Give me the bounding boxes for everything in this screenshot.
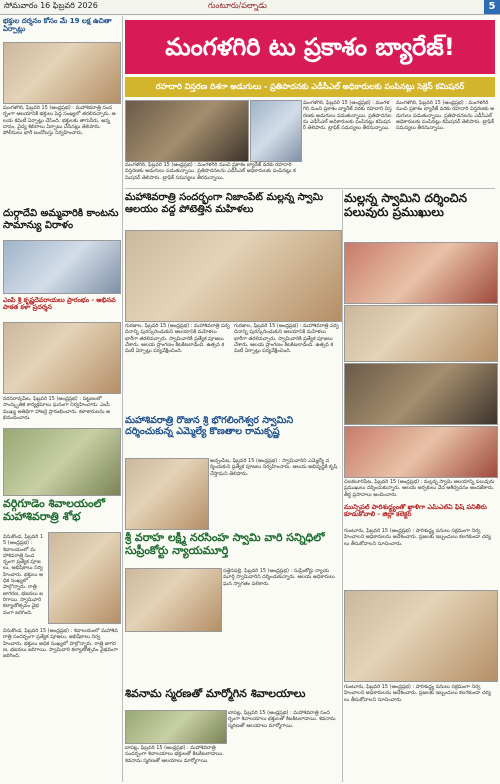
article-4-body-continued: వినుకొండ, ఫిబ్రవరి 15 (ఆంధ్రప్రభ) : శివాలయంలో మహాశివరాత్రి సందర్భంగా ప్రత్యేక పూజలు, అభిషేకాలు నిర్వహించారు. భక్తులు అధిక సంఖ్యలో పాల్గొన్నారు. రాత్రి జాగరణ, భజనలు జరిగాయి. స్వామివారి కల్యాణోత్సవం వైభవంగా జరిగింది. (3, 628, 119, 660)
article-6-photo-1 (344, 242, 498, 304)
article-11-body: గుంటూరు, ఫిబ్రవరి 15 (ఆంధ్రప్రభ) : పారిశుద్ధ్య పనులు సక్రమంగా నిర్వహించాలని అధికారులను ఆదేశించారు. ప్రజలకు ఇబ్బందులు కలగకుండా చర్యలు తీసుకోవాలని సూచించారు. (344, 528, 491, 547)
article-4-photo (48, 532, 121, 624)
article-8-headline: శ్రీ వరాహ లక్ష్మీ నరసింహ స్వామి వారి సన్నిధిలో సుప్రీంకోర్టు న్యాయమూర్తి (125, 532, 325, 557)
article-8-photo (125, 568, 222, 632)
article-7-photo (125, 458, 209, 530)
article-11-headline: మున్సిపల్ పారిశుద్ధ్యంతో ఖాళిగా ఎమ్ఎల్ఏ ఫిష్ పనితీరు కూడుకోవాలి - జిల్లా కలెక్టర్ (344, 504, 487, 519)
left-column (3, 17, 120, 39)
article-6-photo-2 (344, 305, 498, 362)
article-6-photo-4 (344, 426, 498, 478)
article-11-body-continued: గుంటూరు, ఫిబ్రవరి 15 (ఆంధ్రప్రభ) : పారిశుద్ధ్య పనులు సక్రమంగా నిర్వహించాలని అధికారులను ఆదేశించారు. ప్రజలకు ఇబ్బందులు కలగకుండా చర్యలు తీసుకోవాలని సూచించారు. (344, 684, 491, 703)
article-5-photo (125, 230, 342, 322)
article-4-body: వినుకొండ, ఫిబ్రవరి 15 (ఆంధ్రప్రభ) : శివాలయంలో మహాశివరాత్రి సందర్భంగా ప్రత్యేక పూజలు, అభిషేకాలు నిర్వహించారు. భక్తులు అధిక సంఖ్యలో పాల్గొన్నారు. రాత్రి జాగరణ, భజనలు జరిగాయి. స్వామివారి కల్యాణోత్సవం వైభవంగా జరిగింది. (3, 534, 43, 616)
article-5-headline: మహాశివరాత్రి సందర్భంగా నిజాంపేట్ మల్లన్న స్వామి ఆలయం వద్ద పోటెత్తిన మహిళలు (125, 192, 324, 215)
lead-story-photo (125, 100, 249, 162)
lead-story-body-col-2: మంగళగిరి, ఫిబ్రవరి 15 (ఆంధ్రప్రభ) : మంగళగిరి నుంచి ప్రకాశం బ్యారేజ్ వరకు రహదారి విస్తరణకు అడుగులు పడుతున్నాయి. ప్రతిపాదనలను ఎడీసీఎల్ అధికారులకు పంపినట్లు కమిషనర్ తెలిపారు. ట్రాఫిక్ సమస్యలు తీరనున్నాయి. (396, 100, 495, 132)
article-2-headline: దుర్గాదేవి అమ్మవారికి కాంటను సామాన్యు విరాళం (3, 208, 119, 231)
article-9-photo (125, 710, 227, 744)
article-8-body: సత్తెనపల్లి, ఫిబ్రవరి 15 (ఆంధ్రప్రభ) : సుప్రీంకోర్టు న్యాయమూర్తి స్వామివారిని దర్శించుకున్నారు. ఆలయ అధికారులు ఘన స్వాగతం పలికారు. (223, 568, 335, 587)
article-3-headline: ఎంపీ శ్రీ కృష్ణదేవరాయలు ప్రారంభం - అభినవ పాకత కళా ప్రదర్శన (3, 297, 116, 312)
page-number: 5 (484, 0, 500, 14)
article-5-body: గురజాల, ఫిబ్రవరి 15 (ఆంధ్రప్రభ) : మహాశివరాత్రి పర్వదినాన్ని పురస్కరించుకుని ఆలయానికి మహిళలు భారీగా తరలివచ్చారు. స్వామివారికి ప్రత్యేక పూజలు చేశారు. ఆలయ ప్రాంగణం కిటకిటలాడింది. ఉత్సవ కమిటీ ఏర్పాట్లు పర్యవేక్షించింది. (125, 323, 230, 355)
article-1-body: మంగళగిరి, ఫిబ్రవరి 15 (ఆంధ్రప్రభ) : మహాశివరాత్రి సందర్భంగా ఆలయానికి భక్తులు పెద్ద సంఖ్యలో తరలివచ్చారు. ఆలయ కమిటీ ఏర్పాట్లు చేసింది. భక్తులకు తాగునీరు, అన్నదానం, వైద్య శిబిరాలు ఏర్పాటు చేసినట్లు తెలిపారు. పోలీసులు భారీ బందోబస్తు నిర్వహించారు. (3, 105, 116, 137)
article-9-headline: శివనామ స్మరణతో మార్మోగిన శివాలయాలు (125, 688, 306, 700)
article-1-photo (3, 42, 121, 104)
lead-subheadline: రహదారి విస్తరణ దిశగా అడుగులు - ప్రతిపాదనకు ఎడీసీఎల్ అధికారులకు పంపినట్లు సెక్రెస్ కమిషనర్ (125, 77, 495, 97)
article-9-body-col-2: బాపట్ల, ఫిబ్రవరి 15 (ఆంధ్రప్రభ) : మహాశివరాత్రి సందర్భంగా శివాలయాలు భక్తులతో కిటకిటలాడాయి. శివనామ స్మరణతో ఆలయాలు మార్మోగాయి. (228, 710, 336, 729)
issue-date: సోమవారం 16 ఫిబ్రవరి 2026 (4, 1, 98, 10)
page-header (0, 0, 500, 15)
column-divider-left (122, 16, 123, 782)
edition-name: గుంటూరు/పల్నాడు (208, 1, 267, 10)
lead-story-photo-2 (250, 100, 302, 162)
article-5-body-col-2: గురజాల, ఫిబ్రవరి 15 (ఆంధ్రప్రభ) : మహాశివరాత్రి పర్వదినాన్ని పురస్కరించుకుని ఆలయానికి మహిళలు భారీగా తరలివచ్చారు. స్వామివారికి ప్రత్యేక పూజలు చేశారు. ఆలయ ప్రాంగణం కిటకిటలాడింది. ఉత్సవ కమిటీ ఏర్పాట్లు పర్యవేక్షించింది. (234, 323, 339, 355)
article-7-body: అచ్చంపేట, ఫిబ్రవరి 15 (ఆంధ్రప్రభ) : స్వామివారిని ఎమ్మెల్యే దర్శించుకుని ప్రత్యేక పూజలు నిర్వహించారు. ఆలయ అభివృద్ధికి కృషి చేస్తామని తెలిపారు. (210, 458, 338, 477)
article-7-headline: మహాశివరాత్రి రోజున శ్రీ భోగలింగేశ్వర స్వామిని దర్శించుకున్న ఎమ్మెల్యే కొణతాల రామకృష్ణ (125, 416, 294, 437)
article-9-body: బాపట్ల, ఫిబ్రవరి 15 (ఆంధ్రప్రభ) : మహాశివరాత్రి సందర్భంగా శివాలయాలు భక్తులతో కిటకిటలాడాయి. శివనామ స్మరణతో ఆలయాలు మార్మోగాయి. (125, 745, 224, 764)
article-6-body: చిలకలూరిపేట, ఫిబ్రవరి 15 (ఆంధ్రప్రభ) : మల్లన్న స్వామి ఆలయాన్ని పలువురు ప్రముఖులు దర్శించుకున్నారు. ఆలయ అర్చకులు వేద ఆశీర్వచనం అందజేశారు. తీర్థ ప్రసాదాలు అందించారు. (344, 479, 495, 498)
article-6-headline: మల్లన్న స్వామిని దర్శించిన పలువురు ప్రముఖులు (344, 192, 468, 219)
article-6-photo-3 (344, 363, 498, 425)
lead-story-body-col-1: మంగళగిరి, ఫిబ్రవరి 15 (ఆంధ్రప్రభ) : మంగళగిరి నుంచి ప్రకాశం బ్యారేజ్ వరకు రహదారి విస్తరణకు అడుగులు పడుతున్నాయి. ప్రతిపాదనలను ఎడీసీఎల్ అధికారులకు పంపినట్లు కమిషనర్ తెలిపారు. ట్రాఫిక్ సమస్యలు తీరనున్నాయి. (303, 100, 392, 132)
article-3-body: నరసరావుపేట, ఫిబ్రవరి 15 (ఆంధ్రప్రభ) : పట్టణంలో సాంస్కృతిక కార్యక్రమాలు ఘనంగా నిర్వహించారు. ఎంపీ ముఖ్య అతిథిగా హాజరై ప్రారంభించారు. కళాకారులను అభినందించారు. (3, 396, 111, 421)
article-4-headline: వర్గిగూడెం శివాలయంలో మహాశివరాత్రి శోభ (3, 498, 105, 523)
article-2-photo (3, 240, 121, 294)
column-divider-right (342, 190, 343, 782)
article-3-photo (3, 322, 121, 394)
article-4-photo-top (3, 428, 121, 496)
article-11-photo (344, 590, 498, 682)
article-1-headline: భక్తుల దర్శనం కోసం మే 19 లక్ష ఉచితా ఏర్పాట్లు (3, 17, 112, 34)
section-divider (125, 188, 495, 189)
lead-headline-banner: మంగళగిరి టు ప్రకాశం బ్యారేజ్! (125, 20, 495, 74)
lead-story-caption: మంగళగిరి, ఫిబ్రవరి 15 (ఆంధ్రప్రభ) : మంగళగిరి నుంచి ప్రకాశం బ్యారేజ్ వరకు రహదారి విస్తరణకు అడుగులు పడుతున్నాయి. ప్రతిపాదనలను ఎడీసీఎల్ అధికారులకు పంపినట్లు కమిషనర్ తెలిపారు. ట్రాఫిక్ సమస్యలు తీరనున్నాయి. (125, 162, 296, 181)
